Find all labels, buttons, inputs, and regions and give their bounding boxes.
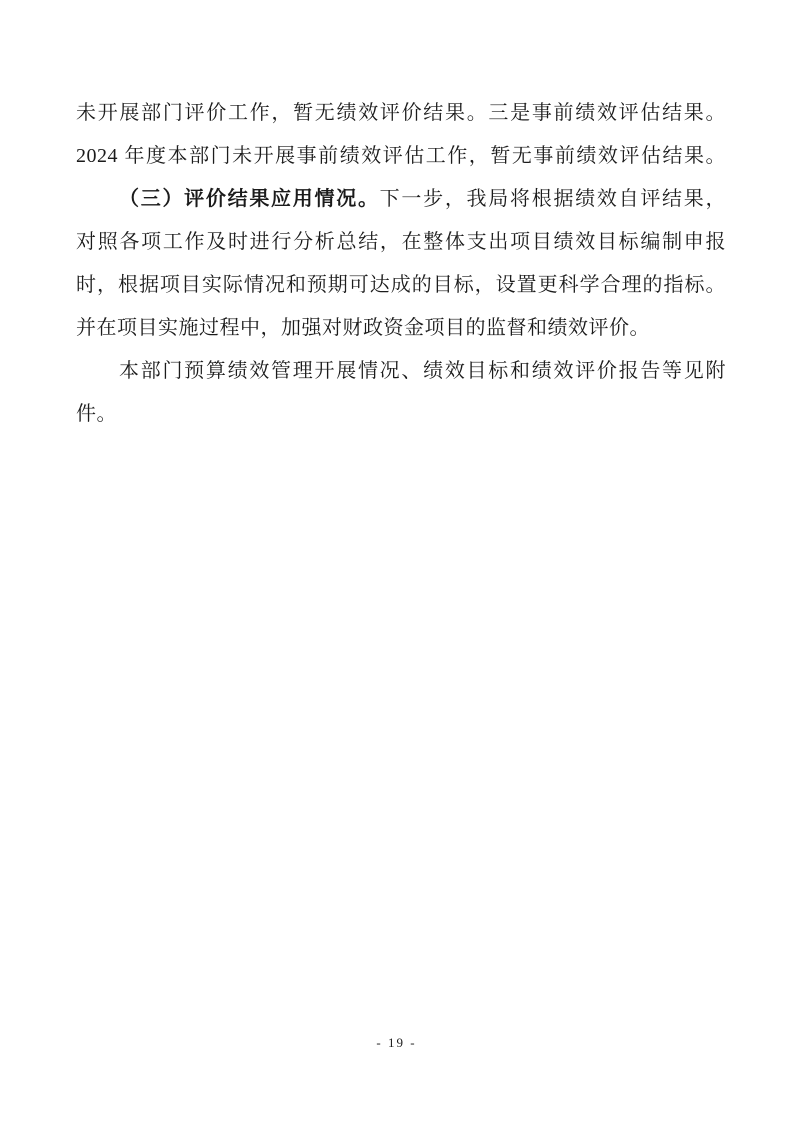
body-line — [76, 350, 726, 393]
body-text: 未开展部门评价工作，暂无绩效评价结果。三是事前绩效评估结果。 — [76, 102, 726, 124]
page-footer — [0, 1034, 793, 1052]
document-body — [76, 92, 726, 436]
body-text: 对照各项工作及时进行分析总结，在整体支出项目绩效目标编制申报 — [76, 231, 726, 253]
body-text: 并在项目实施过程中，加强对财政资金项目的监督和绩效评价。 — [76, 317, 650, 339]
body-text: 件。 — [76, 403, 117, 425]
page-number: - 19 - — [376, 1035, 417, 1050]
body-line — [76, 307, 726, 350]
body-text: 2024 年度本部门未开展事前绩效评估工作，暂无事前绩效评估结果。 — [76, 145, 726, 167]
body-line — [76, 178, 726, 221]
body-line — [76, 221, 726, 264]
body-text: 本部门预算绩效管理开展情况、绩效目标和绩效评价报告等见附 — [119, 360, 726, 382]
body-line — [76, 264, 726, 307]
body-line — [76, 92, 726, 135]
heading-text: （三）评价结果应用情况。 — [119, 188, 380, 210]
body-text: 时，根据项目实际情况和预期可达成的目标，设置更科学合理的指标。 — [76, 274, 726, 296]
body-text: 下一步，我局将根据绩效自评结果， — [379, 188, 727, 210]
body-line — [76, 393, 726, 436]
body-line — [76, 135, 726, 178]
